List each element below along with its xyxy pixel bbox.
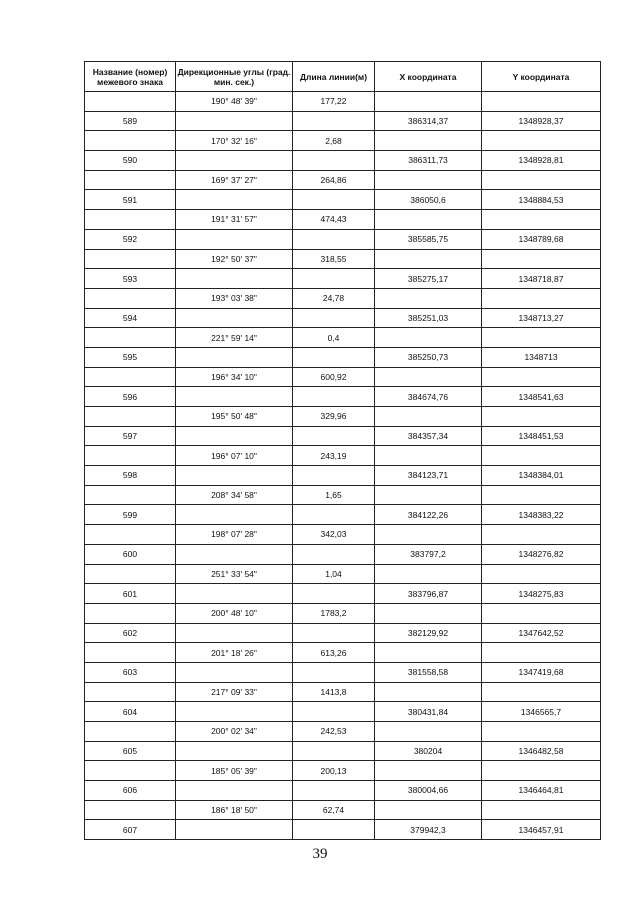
cell-bearing: 196° 07' 10" [176, 446, 293, 466]
cell-y-coordinate: 1346565,7 [482, 702, 601, 722]
cell-line-length [293, 151, 375, 171]
table-row [85, 800, 601, 820]
table-row [85, 190, 601, 210]
cell-y-coordinate: 1348275,83 [482, 584, 601, 604]
cell-marker-name [85, 643, 176, 663]
cell-line-length [293, 111, 375, 131]
cell-marker-name [85, 328, 176, 348]
cell-y-coordinate [482, 722, 601, 742]
cell-line-length: 1,65 [293, 485, 375, 505]
table-row [85, 466, 601, 486]
cell-line-length [293, 781, 375, 801]
cell-line-length [293, 662, 375, 682]
cell-y-coordinate [482, 210, 601, 230]
cell-y-coordinate: 1346464,81 [482, 781, 601, 801]
cell-y-coordinate [482, 328, 601, 348]
table-row [85, 525, 601, 545]
cell-bearing [176, 387, 293, 407]
table-row [85, 741, 601, 761]
cell-line-length: 474,43 [293, 210, 375, 230]
table-row [85, 623, 601, 643]
cell-x-coordinate [375, 525, 482, 545]
cell-y-coordinate [482, 367, 601, 387]
cell-bearing: 196° 34' 10" [176, 367, 293, 387]
table-row [85, 288, 601, 308]
cell-x-coordinate [375, 131, 482, 151]
header-line-length: Длина линии(м) [293, 62, 375, 92]
cell-bearing [176, 466, 293, 486]
cell-bearing [176, 662, 293, 682]
cell-bearing: 217° 09' 33" [176, 682, 293, 702]
cell-y-coordinate: 1348541,63 [482, 387, 601, 407]
table-row [85, 781, 601, 801]
cell-marker-name [85, 800, 176, 820]
cell-x-coordinate [375, 367, 482, 387]
cell-x-coordinate [375, 210, 482, 230]
cell-y-coordinate [482, 407, 601, 427]
cell-marker-name: 591 [85, 190, 176, 210]
cell-line-length: 613,26 [293, 643, 375, 663]
cell-x-coordinate: 385250,73 [375, 347, 482, 367]
cell-bearing [176, 584, 293, 604]
cell-line-length: 62,74 [293, 800, 375, 820]
cell-bearing: 221° 59' 14" [176, 328, 293, 348]
cell-line-length [293, 387, 375, 407]
cell-y-coordinate [482, 131, 601, 151]
cell-x-coordinate: 386050,6 [375, 190, 482, 210]
cell-bearing: 193° 03' 38" [176, 288, 293, 308]
table-row [85, 603, 601, 623]
cell-marker-name: 605 [85, 741, 176, 761]
cell-line-length: 600,92 [293, 367, 375, 387]
cell-line-length: 242,53 [293, 722, 375, 742]
cell-marker-name: 599 [85, 505, 176, 525]
table-row [85, 151, 601, 171]
cell-line-length: 1413,8 [293, 682, 375, 702]
cell-marker-name [85, 722, 176, 742]
cell-bearing [176, 544, 293, 564]
cell-y-coordinate [482, 603, 601, 623]
cell-y-coordinate: 1348718,87 [482, 269, 601, 289]
cell-line-length: 1783,2 [293, 603, 375, 623]
cell-bearing: 169° 37' 27" [176, 170, 293, 190]
table-row [85, 564, 601, 584]
cell-y-coordinate [482, 564, 601, 584]
cell-y-coordinate [482, 761, 601, 781]
cell-marker-name: 601 [85, 584, 176, 604]
cell-marker-name [85, 92, 176, 112]
cell-bearing: 201° 18' 26" [176, 643, 293, 663]
cell-y-coordinate: 1347419,68 [482, 662, 601, 682]
cell-bearing: 251° 33' 54" [176, 564, 293, 584]
table-row [85, 229, 601, 249]
cell-marker-name: 596 [85, 387, 176, 407]
cell-bearing [176, 741, 293, 761]
cell-line-length: 264,86 [293, 170, 375, 190]
cell-y-coordinate [482, 446, 601, 466]
cell-line-length [293, 505, 375, 525]
cell-x-coordinate: 382129,92 [375, 623, 482, 643]
cell-y-coordinate [482, 643, 601, 663]
header-x-coordinate: X координата [375, 62, 482, 92]
cell-marker-name [85, 761, 176, 781]
cell-bearing: 195° 50' 48" [176, 407, 293, 427]
cell-x-coordinate [375, 170, 482, 190]
cell-bearing: 192° 50' 37" [176, 249, 293, 269]
cell-y-coordinate: 1347642,52 [482, 623, 601, 643]
cell-x-coordinate [375, 328, 482, 348]
cell-x-coordinate [375, 92, 482, 112]
table-row [85, 643, 601, 663]
table-row [85, 761, 601, 781]
cell-bearing: 185° 05' 39" [176, 761, 293, 781]
table-body [85, 92, 601, 840]
table-row [85, 407, 601, 427]
cell-y-coordinate: 1346482,58 [482, 741, 601, 761]
table-row [85, 170, 601, 190]
cell-bearing [176, 190, 293, 210]
header-bearing: Дирекционные углы (град. мин. сек.) [176, 62, 293, 92]
table-row [85, 702, 601, 722]
cell-line-length: 177,22 [293, 92, 375, 112]
cell-x-coordinate [375, 564, 482, 584]
table-row [85, 249, 601, 269]
cell-x-coordinate: 383797,2 [375, 544, 482, 564]
cell-x-coordinate: 379942,3 [375, 820, 482, 840]
cell-marker-name: 606 [85, 781, 176, 801]
cell-bearing: 186° 18' 50" [176, 800, 293, 820]
cell-marker-name: 593 [85, 269, 176, 289]
cell-marker-name [85, 485, 176, 505]
cell-bearing: 200° 02' 34" [176, 722, 293, 742]
cell-line-length [293, 347, 375, 367]
cell-x-coordinate: 380431,84 [375, 702, 482, 722]
cell-bearing [176, 820, 293, 840]
cell-x-coordinate [375, 682, 482, 702]
cell-line-length [293, 623, 375, 643]
cell-y-coordinate: 1346457,91 [482, 820, 601, 840]
table-row [85, 426, 601, 446]
cell-x-coordinate [375, 249, 482, 269]
cell-bearing [176, 111, 293, 131]
cell-y-coordinate [482, 92, 601, 112]
cell-x-coordinate [375, 603, 482, 623]
cell-marker-name: 590 [85, 151, 176, 171]
cell-line-length [293, 190, 375, 210]
cell-x-coordinate [375, 485, 482, 505]
cell-x-coordinate [375, 800, 482, 820]
cell-line-length: 0,4 [293, 328, 375, 348]
cell-line-length: 24,78 [293, 288, 375, 308]
cell-bearing: 208° 34' 58" [176, 485, 293, 505]
cell-bearing [176, 623, 293, 643]
cell-line-length: 2,68 [293, 131, 375, 151]
cell-marker-name [85, 682, 176, 702]
cell-line-length [293, 308, 375, 328]
cell-bearing [176, 505, 293, 525]
cell-line-length [293, 702, 375, 722]
cell-marker-name [85, 407, 176, 427]
cell-y-coordinate: 1348276,82 [482, 544, 601, 564]
cell-line-length [293, 269, 375, 289]
cell-marker-name [85, 525, 176, 545]
cell-bearing [176, 269, 293, 289]
cell-line-length [293, 466, 375, 486]
cell-y-coordinate: 1348384,01 [482, 466, 601, 486]
cell-x-coordinate [375, 288, 482, 308]
cell-marker-name: 595 [85, 347, 176, 367]
cell-marker-name [85, 249, 176, 269]
cell-marker-name: 589 [85, 111, 176, 131]
cell-bearing [176, 151, 293, 171]
cell-y-coordinate: 1348884,53 [482, 190, 601, 210]
cell-marker-name: 597 [85, 426, 176, 446]
cell-marker-name [85, 603, 176, 623]
cell-x-coordinate: 380004,66 [375, 781, 482, 801]
cell-x-coordinate: 386314,37 [375, 111, 482, 131]
cell-y-coordinate [482, 170, 601, 190]
cell-y-coordinate [482, 485, 601, 505]
cell-x-coordinate: 386311,73 [375, 151, 482, 171]
cell-y-coordinate: 1348713 [482, 347, 601, 367]
cell-line-length [293, 544, 375, 564]
cell-y-coordinate [482, 249, 601, 269]
cell-x-coordinate [375, 761, 482, 781]
cell-x-coordinate [375, 446, 482, 466]
cell-marker-name [85, 210, 176, 230]
table-row [85, 367, 601, 387]
cell-marker-name: 598 [85, 466, 176, 486]
cell-x-coordinate: 383796,87 [375, 584, 482, 604]
cell-y-coordinate [482, 800, 601, 820]
cell-marker-name [85, 367, 176, 387]
table-row [85, 269, 601, 289]
cell-marker-name [85, 564, 176, 584]
cell-marker-name: 604 [85, 702, 176, 722]
table-row [85, 662, 601, 682]
cell-y-coordinate [482, 288, 601, 308]
table-row [85, 544, 601, 564]
cell-bearing [176, 781, 293, 801]
cell-marker-name [85, 446, 176, 466]
header-row [85, 62, 601, 92]
cell-x-coordinate: 385251,03 [375, 308, 482, 328]
cell-bearing [176, 229, 293, 249]
table-row [85, 308, 601, 328]
cell-line-length [293, 229, 375, 249]
cell-x-coordinate: 385585,75 [375, 229, 482, 249]
cell-x-coordinate: 385275,17 [375, 269, 482, 289]
cell-line-length: 329,96 [293, 407, 375, 427]
header-marker-name: Название (номер) межевого знака [85, 62, 176, 92]
cell-line-length [293, 741, 375, 761]
cell-x-coordinate: 384674,76 [375, 387, 482, 407]
cell-x-coordinate: 384122,26 [375, 505, 482, 525]
table-row [85, 505, 601, 525]
table-row [85, 584, 601, 604]
cell-line-length: 342,03 [293, 525, 375, 545]
cell-bearing [176, 347, 293, 367]
cell-x-coordinate: 384357,34 [375, 426, 482, 446]
cell-bearing: 190° 48' 39" [176, 92, 293, 112]
header-y-coordinate: Y координата [482, 62, 601, 92]
table-row [85, 387, 601, 407]
table-row [85, 820, 601, 840]
cell-bearing: 198° 07' 28" [176, 525, 293, 545]
cell-marker-name [85, 131, 176, 151]
page-number: 39 [312, 846, 328, 862]
cell-marker-name [85, 288, 176, 308]
cell-y-coordinate: 1348928,37 [482, 111, 601, 131]
table-row [85, 131, 601, 151]
cell-bearing: 170° 32' 16" [176, 131, 293, 151]
cell-x-coordinate: 384123,71 [375, 466, 482, 486]
cell-x-coordinate [375, 643, 482, 663]
cell-marker-name: 592 [85, 229, 176, 249]
cell-marker-name [85, 170, 176, 190]
cell-bearing [176, 426, 293, 446]
cell-y-coordinate: 1348928,81 [482, 151, 601, 171]
cell-x-coordinate: 380204 [375, 741, 482, 761]
cell-y-coordinate [482, 525, 601, 545]
cell-marker-name: 603 [85, 662, 176, 682]
cell-y-coordinate: 1348713,27 [482, 308, 601, 328]
table-row [85, 328, 601, 348]
cell-line-length: 1,04 [293, 564, 375, 584]
cell-bearing: 191° 31' 57" [176, 210, 293, 230]
table-row [85, 210, 601, 230]
boundary-coordinates-table [84, 61, 601, 840]
cell-line-length: 318,55 [293, 249, 375, 269]
cell-bearing [176, 702, 293, 722]
cell-y-coordinate: 1348789,68 [482, 229, 601, 249]
cell-x-coordinate: 381558,58 [375, 662, 482, 682]
table-row [85, 92, 601, 112]
table-row [85, 111, 601, 131]
cell-x-coordinate [375, 407, 482, 427]
cell-marker-name: 594 [85, 308, 176, 328]
table-row [85, 682, 601, 702]
cell-marker-name: 607 [85, 820, 176, 840]
table-row [85, 485, 601, 505]
cell-bearing: 200° 48' 10" [176, 603, 293, 623]
cell-bearing [176, 308, 293, 328]
table-row [85, 722, 601, 742]
cell-y-coordinate [482, 682, 601, 702]
cell-line-length [293, 584, 375, 604]
cell-line-length: 243,19 [293, 446, 375, 466]
cell-line-length [293, 426, 375, 446]
cell-x-coordinate [375, 722, 482, 742]
cell-marker-name: 600 [85, 544, 176, 564]
table-row [85, 446, 601, 466]
cell-line-length: 200,13 [293, 761, 375, 781]
cell-y-coordinate: 1348383,22 [482, 505, 601, 525]
cell-line-length [293, 820, 375, 840]
table-row [85, 347, 601, 367]
cell-marker-name: 602 [85, 623, 176, 643]
cell-y-coordinate: 1348451,53 [482, 426, 601, 446]
